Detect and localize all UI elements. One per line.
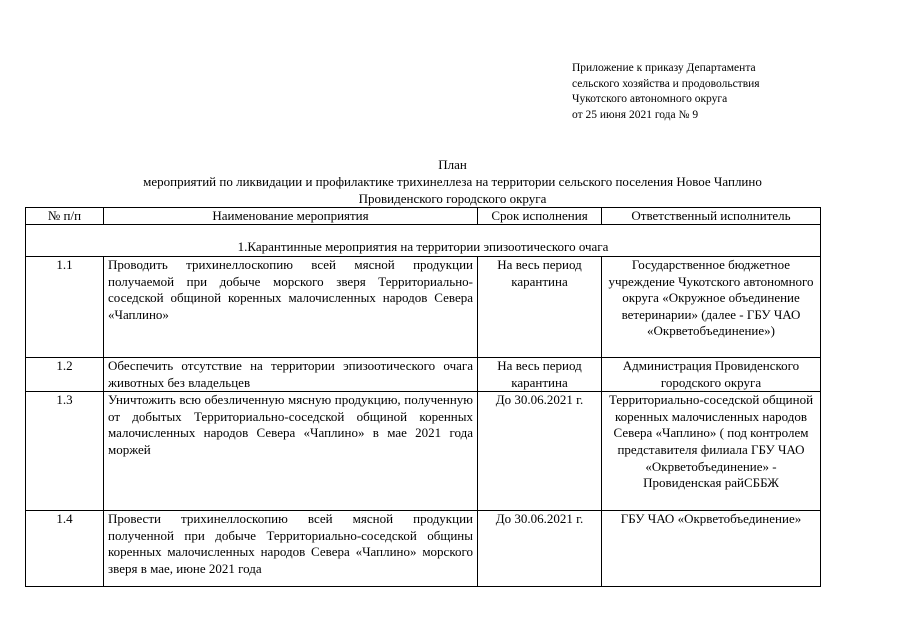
section-row [26, 225, 821, 257]
appendix-line: сельского хозяйства и продовольствия [572, 77, 760, 90]
plan-table [25, 207, 821, 587]
appendix-line: от 25 июня 2021 года № 9 [572, 108, 699, 121]
row-responsible: Территориально-соседской общиной коренных малочисленных народов Севера «Чаплино» ( под контролем представителя филиала ГБУ ЧАО «Окрветобъединение» - Провиденская райСББЖ [602, 392, 821, 511]
row-activity: Проводить трихинеллоскопию всей мясной продукции получаемой при добыче морского зверя Территориально-соседской общиной коренных малочисленных народов Севера «Чаплино» [104, 257, 478, 358]
title-line-plan: План [438, 157, 467, 172]
row-number: 1.4 [26, 511, 104, 587]
appendix-line: Чукотского автономного округа [572, 93, 728, 105]
table-row [26, 358, 821, 392]
row-activity: Уничтожить всю обезличенную мясную продукцию, полученную от добытых Территориально-соседской общиной коренных малочисленных народов Севера «Чаплино» в мае 2021 года моржей [104, 392, 478, 511]
header-activity-name: Наименование мероприятия [104, 208, 478, 225]
row-activity: Провести трихинеллоскопию всей мясной продукции полученной при добыче Территориально-соседской общины коренных малочисленных народов Севера «Чаплино» морского зверя в мае, июне 2021 года [104, 511, 478, 587]
document-title [0, 156, 905, 207]
table-row [26, 257, 821, 358]
appendix-block [572, 61, 760, 123]
table-row [26, 392, 821, 511]
row-deadline: На весь период карантина [478, 358, 602, 392]
header-responsible: Ответственный исполнитель [602, 208, 821, 225]
header-number: № п/п [26, 208, 104, 225]
title-line-subject: мероприятий по ликвидации и профилактике трихинеллеза на территории сельского поселения Новое Чаплино [143, 174, 762, 189]
title-line-district: Провиденского городского округа [358, 191, 547, 206]
section-title: 1.Карантинные мероприятия на территории эпизоотического очага [26, 225, 821, 257]
table-row [26, 511, 821, 587]
table-header-row [26, 208, 821, 225]
row-activity: Обеспечить отсутствие на территории эпизоотического очага животных без владельцев [104, 358, 478, 392]
row-deadline: До 30.06.2021 г. [478, 392, 602, 511]
row-deadline: До 30.06.2021 г. [478, 511, 602, 587]
row-deadline: На весь период карантина [478, 257, 602, 358]
row-responsible: Администрация Провиденского городского округа [602, 358, 821, 392]
row-responsible: Государственное бюджетное учреждение Чукотского автономного округа «Окружное объединение ветеринарии» (далее - ГБУ ЧАО «Окрветобъединение») [602, 257, 821, 358]
row-number: 1.1 [26, 257, 104, 358]
row-responsible: ГБУ ЧАО «Окрветобъединение» [602, 511, 821, 587]
row-number: 1.3 [26, 392, 104, 511]
row-number: 1.2 [26, 358, 104, 392]
appendix-line: Приложение к приказу Департамента [572, 62, 756, 74]
header-deadline: Срок исполнения [478, 208, 602, 225]
